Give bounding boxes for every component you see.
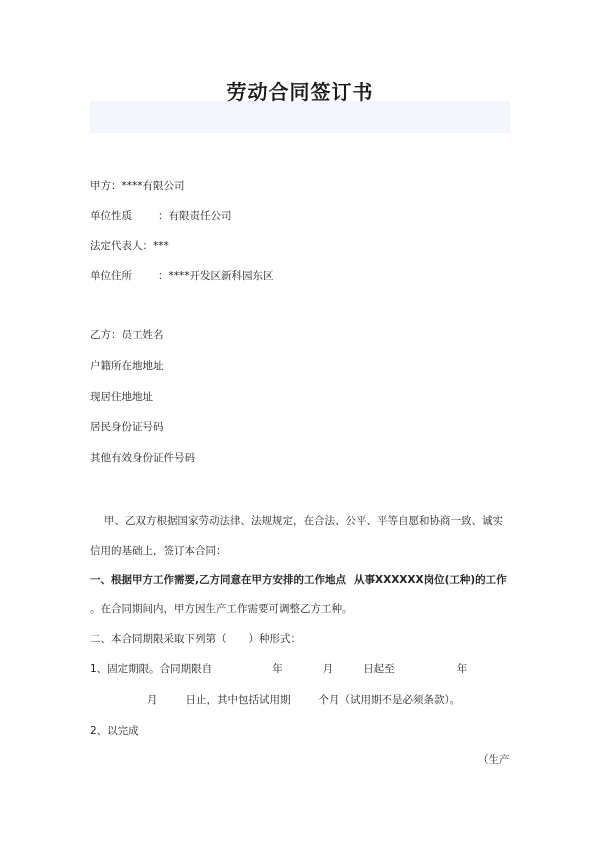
clause-1-part-a: 一、根据甲方工作需要,乙方同意在甲方安排的工作地点 xyxy=(90,574,346,586)
party-a-nature xyxy=(90,208,232,223)
item-1-line-2 xyxy=(147,692,460,707)
item-1-year: 年 xyxy=(272,663,283,675)
party-b-current-address: 现居住地地址 xyxy=(90,391,153,403)
party-b-name: 乙方：员工姓名 xyxy=(90,329,164,341)
intro-line-1: 甲、乙双方根据国家劳动法律、法规规定，在合法、公平、平等自愿和协商一致、诚实 xyxy=(104,515,503,527)
party-a-representative: 法定代表人：*** xyxy=(90,240,169,252)
party-b-hukou: 户籍所在地地址 xyxy=(90,360,164,372)
item-1-month: 月 xyxy=(322,663,334,675)
party-b-other-id: 其他有效身份证件号码 xyxy=(90,452,195,464)
item-1-start: 1、固定期限。合同期限自 xyxy=(90,663,213,675)
item-1-year-end: 年 xyxy=(456,663,468,675)
clause-1-line-2: 。在合同期间内，甲方因生产工作需要可调整乙方工种。 xyxy=(90,603,353,615)
clause-2-part-b: ）种形式： xyxy=(248,633,301,645)
clause-1-line-1 xyxy=(90,572,507,587)
party-a-nature-value: ：有限责任公司 xyxy=(158,210,232,222)
item-1-day-from: 日起至 xyxy=(363,663,395,675)
party-a-address-label: 单位住所 xyxy=(90,270,132,282)
intro-line-2: 信用的基础上，签订本合同： xyxy=(90,545,227,557)
party-a-nature-label: 单位性质 xyxy=(90,210,132,222)
item-1-line-1 xyxy=(90,661,467,676)
clause-2-part-a: 二、本合同期限采取下列第（ xyxy=(90,633,227,645)
item-1-day-end: 日止，其中包括试用期 xyxy=(185,694,291,706)
title-highlight-band xyxy=(90,101,510,133)
party-b-id-number: 居民身份证号码 xyxy=(90,421,164,433)
clause-2 xyxy=(90,631,301,646)
document-title: 劳动合同签订书 xyxy=(226,80,374,104)
party-a-address-value: ：****开发区新科园东区 xyxy=(158,270,274,282)
party-a-address xyxy=(90,268,274,283)
party-a-name: 甲方：****有限公司 xyxy=(90,180,185,192)
item-1-probation-note: 个月（试用期不是必须条款）。 xyxy=(318,694,461,706)
item-1-month-end: 月 xyxy=(147,694,158,706)
page-tail-text: （生产 xyxy=(478,754,510,766)
clause-1-part-b: 从事XXXXXX岗位(工种)的工作 xyxy=(354,574,507,586)
item-2: 2、以完成 xyxy=(90,725,139,737)
